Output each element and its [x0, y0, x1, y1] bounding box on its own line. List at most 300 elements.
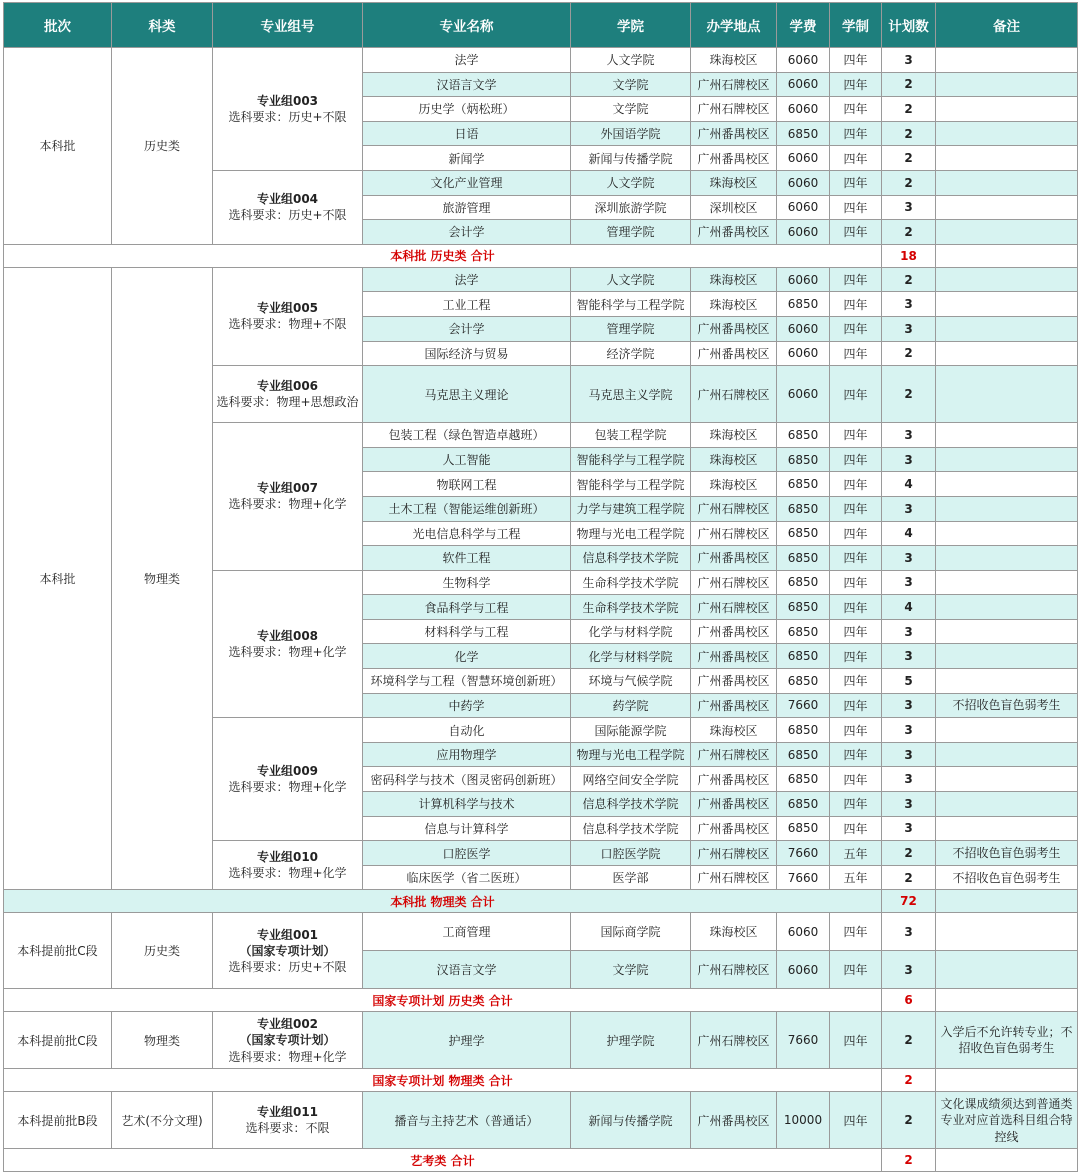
header-duration: 学制	[830, 3, 882, 48]
college-cell: 生命科学技术学院	[571, 570, 691, 595]
note-cell	[936, 447, 1078, 472]
campus-cell: 广州番禺校区	[691, 816, 777, 841]
plan-cell: 3	[882, 546, 936, 571]
batch-cell: 本科提前批C段	[4, 1012, 112, 1069]
header-fee: 学费	[777, 3, 830, 48]
duration-cell: 四年	[830, 546, 882, 571]
major-cell: 汉语言文学	[363, 951, 571, 989]
fee-cell: 6850	[777, 292, 830, 317]
campus-cell: 广州石牌校区	[691, 841, 777, 866]
fee-cell: 6850	[777, 742, 830, 767]
fee-cell: 6850	[777, 521, 830, 546]
group-requirement: 选科要求：历史+不限	[228, 960, 347, 974]
college-cell: 国际能源学院	[571, 718, 691, 743]
duration-cell: 四年	[830, 1012, 882, 1069]
campus-cell: 广州石牌校区	[691, 366, 777, 423]
group-requirement: 选科要求：不限	[245, 1121, 330, 1136]
major-cell: 会计学	[363, 316, 571, 341]
plan-cell: 2	[882, 170, 936, 195]
note-cell	[936, 366, 1078, 423]
subtotal-label: 本科批 物理类 合计	[4, 890, 882, 913]
category-cell: 历史类	[112, 48, 213, 245]
plan-cell: 3	[882, 316, 936, 341]
fee-cell: 6850	[777, 496, 830, 521]
note-cell	[936, 146, 1078, 171]
note-cell	[936, 423, 1078, 448]
campus-cell: 珠海校区	[691, 472, 777, 497]
fee-cell: 6850	[777, 423, 830, 448]
campus-cell: 广州石牌校区	[691, 570, 777, 595]
group-name: 专业组002	[256, 1017, 319, 1032]
major-cell: 法学	[363, 48, 571, 73]
plan-cell: 4	[882, 595, 936, 620]
campus-cell: 珠海校区	[691, 423, 777, 448]
batch-cell: 本科批	[4, 267, 112, 890]
header-category: 科类	[112, 3, 213, 48]
duration-cell: 五年	[830, 841, 882, 866]
duration-cell: 四年	[830, 121, 882, 146]
duration-cell: 四年	[830, 97, 882, 122]
college-cell: 包装工程学院	[571, 423, 691, 448]
category-cell: 物理类	[112, 267, 213, 890]
major-cell: 光电信息科学与工程	[363, 521, 571, 546]
fee-cell: 6850	[777, 816, 830, 841]
duration-cell: 四年	[830, 366, 882, 423]
major-cell: 土木工程（智能运维创新班）	[363, 496, 571, 521]
plan-cell: 3	[882, 792, 936, 817]
campus-cell: 广州番禺校区	[691, 316, 777, 341]
campus-cell: 深圳校区	[691, 195, 777, 220]
note-cell	[936, 195, 1078, 220]
table-body	[4, 48, 1078, 1172]
plan-cell: 2	[882, 121, 936, 146]
fee-cell: 6060	[777, 316, 830, 341]
major-cell: 食品科学与工程	[363, 595, 571, 620]
group-requirement: 选科要求：物理+不限	[228, 317, 347, 332]
fee-cell: 6060	[777, 170, 830, 195]
major-cell: 工业工程	[363, 292, 571, 317]
college-cell: 环境与气候学院	[571, 669, 691, 694]
group-cell	[213, 841, 363, 890]
note-cell: 不招收色盲色弱考生	[936, 841, 1078, 866]
note-cell	[936, 521, 1078, 546]
major-cell: 日语	[363, 121, 571, 146]
fee-cell: 6850	[777, 570, 830, 595]
college-cell: 智能科学与工程学院	[571, 472, 691, 497]
note-cell	[936, 170, 1078, 195]
fee-cell: 6850	[777, 718, 830, 743]
group-cell	[213, 423, 363, 571]
group-cell	[213, 570, 363, 718]
note-cell	[936, 742, 1078, 767]
major-cell: 材料科学与工程	[363, 619, 571, 644]
fee-cell: 6060	[777, 195, 830, 220]
group-name: 专业组004	[256, 192, 319, 207]
college-cell: 新闻与传播学院	[571, 146, 691, 171]
campus-cell: 广州番禺校区	[691, 546, 777, 571]
duration-cell: 四年	[830, 72, 882, 97]
group-requirement: 选科要求：物理+化学	[228, 644, 347, 659]
note-cell	[936, 472, 1078, 497]
table-row	[4, 1012, 1078, 1069]
subtotal-label: 艺考类 合计	[4, 1149, 882, 1172]
major-cell: 化学	[363, 644, 571, 669]
campus-cell: 广州番禺校区	[691, 693, 777, 718]
note-cell: 不招收色盲色弱考生	[936, 693, 1078, 718]
college-cell: 马克思主义学院	[571, 366, 691, 423]
plan-cell: 3	[882, 742, 936, 767]
header-batch: 批次	[4, 3, 112, 48]
note-cell	[936, 816, 1078, 841]
campus-cell: 广州番禺校区	[691, 669, 777, 694]
fee-cell: 7660	[777, 693, 830, 718]
college-cell: 口腔医学院	[571, 841, 691, 866]
duration-cell: 四年	[830, 521, 882, 546]
plan-cell: 3	[882, 767, 936, 792]
campus-cell: 珠海校区	[691, 447, 777, 472]
note-cell	[936, 97, 1078, 122]
college-cell: 管理学院	[571, 220, 691, 245]
fee-cell: 6850	[777, 546, 830, 571]
fee-cell: 7660	[777, 865, 830, 890]
subtotal-note	[936, 244, 1078, 267]
campus-cell: 广州番禺校区	[691, 220, 777, 245]
campus-cell: 珠海校区	[691, 170, 777, 195]
note-cell	[936, 669, 1078, 694]
college-cell: 国际商学院	[571, 913, 691, 951]
plan-cell: 2	[882, 366, 936, 423]
fee-cell: 6060	[777, 913, 830, 951]
campus-cell: 珠海校区	[691, 718, 777, 743]
plan-cell: 3	[882, 913, 936, 951]
group-name: 专业组011	[256, 1105, 319, 1120]
campus-cell: 珠海校区	[691, 913, 777, 951]
group-name: 专业组003	[256, 93, 319, 108]
college-cell: 生命科学技术学院	[571, 595, 691, 620]
college-cell: 智能科学与工程学院	[571, 292, 691, 317]
subtotal-row	[4, 244, 1078, 267]
college-cell: 医学部	[571, 865, 691, 890]
plan-cell: 2	[882, 865, 936, 890]
duration-cell: 四年	[830, 1092, 882, 1149]
subtotal-note	[936, 1069, 1078, 1092]
header-note: 备注	[936, 3, 1078, 48]
table-row	[4, 267, 1078, 292]
subtotal-note	[936, 1149, 1078, 1172]
duration-cell: 四年	[830, 951, 882, 989]
major-cell: 应用物理学	[363, 742, 571, 767]
plan-cell: 3	[882, 619, 936, 644]
fee-cell: 6850	[777, 595, 830, 620]
plan-cell: 2	[882, 72, 936, 97]
plan-cell: 3	[882, 570, 936, 595]
duration-cell: 四年	[830, 693, 882, 718]
fee-cell: 6850	[777, 121, 830, 146]
duration-cell: 四年	[830, 423, 882, 448]
plan-cell: 3	[882, 292, 936, 317]
fee-cell: 6060	[777, 48, 830, 73]
fee-cell: 6850	[777, 669, 830, 694]
college-cell: 信息科学技术学院	[571, 792, 691, 817]
group-cell	[213, 1092, 363, 1149]
campus-cell: 广州石牌校区	[691, 97, 777, 122]
note-cell	[936, 292, 1078, 317]
note-cell	[936, 619, 1078, 644]
subtotal-label: 国家专项计划 物理类 合计	[4, 1069, 882, 1092]
duration-cell: 五年	[830, 865, 882, 890]
table-row	[4, 1092, 1078, 1149]
header-college: 学院	[571, 3, 691, 48]
campus-cell: 珠海校区	[691, 292, 777, 317]
fee-cell: 6060	[777, 72, 830, 97]
plan-cell: 3	[882, 718, 936, 743]
college-cell: 护理学院	[571, 1012, 691, 1069]
group-requirement: 选科要求：物理+化学	[228, 497, 347, 512]
note-cell	[936, 570, 1078, 595]
plan-cell: 4	[882, 472, 936, 497]
plan-cell: 3	[882, 423, 936, 448]
campus-cell: 广州番禺校区	[691, 121, 777, 146]
plan-cell: 2	[882, 341, 936, 366]
duration-cell: 四年	[830, 48, 882, 73]
major-cell: 旅游管理	[363, 195, 571, 220]
college-cell: 新闻与传播学院	[571, 1092, 691, 1149]
major-cell: 生物科学	[363, 570, 571, 595]
subtotal-label: 本科批 历史类 合计	[4, 244, 882, 267]
college-cell: 信息科学技术学院	[571, 816, 691, 841]
group-cell	[213, 48, 363, 171]
major-cell: 自动化	[363, 718, 571, 743]
subtotal-note	[936, 890, 1078, 913]
campus-cell: 广州石牌校区	[691, 72, 777, 97]
campus-cell: 广州番禺校区	[691, 792, 777, 817]
group-name: 专业组005	[256, 301, 319, 316]
fee-cell: 6060	[777, 341, 830, 366]
plan-cell: 2	[882, 1092, 936, 1149]
note-cell	[936, 121, 1078, 146]
note-cell	[936, 913, 1078, 951]
college-cell: 物理与光电工程学院	[571, 521, 691, 546]
fee-cell: 6060	[777, 951, 830, 989]
plan-cell: 2	[882, 220, 936, 245]
batch-cell: 本科批	[4, 48, 112, 245]
fee-cell: 6850	[777, 472, 830, 497]
major-cell: 新闻学	[363, 146, 571, 171]
major-cell: 人工智能	[363, 447, 571, 472]
duration-cell: 四年	[830, 195, 882, 220]
campus-cell: 珠海校区	[691, 48, 777, 73]
group-requirement: 选科要求：物理+思想政治	[216, 395, 359, 410]
subtotal-value: 18	[882, 244, 936, 267]
group-requirement: 选科要求：物理+化学	[228, 866, 347, 881]
plan-cell: 2	[882, 267, 936, 292]
subtotal-row	[4, 1149, 1078, 1172]
admission-plan-table	[3, 2, 1078, 1172]
campus-cell: 广州番禺校区	[691, 1092, 777, 1149]
plan-cell: 2	[882, 97, 936, 122]
duration-cell: 四年	[830, 472, 882, 497]
college-cell: 物理与光电工程学院	[571, 742, 691, 767]
duration-cell: 四年	[830, 792, 882, 817]
campus-cell: 广州石牌校区	[691, 496, 777, 521]
college-cell: 管理学院	[571, 316, 691, 341]
plan-cell: 3	[882, 816, 936, 841]
group-requirement: 选科要求：物理+化学	[228, 780, 347, 795]
college-cell: 药学院	[571, 693, 691, 718]
college-cell: 外国语学院	[571, 121, 691, 146]
note-cell	[936, 316, 1078, 341]
campus-cell: 广州番禺校区	[691, 767, 777, 792]
duration-cell: 四年	[830, 170, 882, 195]
major-cell: 计算机科学与技术	[363, 792, 571, 817]
note-cell: 文化课成绩须达到普通类专业对应首选科目组合特控线	[936, 1092, 1078, 1149]
plan-cell: 5	[882, 669, 936, 694]
duration-cell: 四年	[830, 316, 882, 341]
duration-cell: 四年	[830, 718, 882, 743]
major-cell: 会计学	[363, 220, 571, 245]
major-cell: 法学	[363, 267, 571, 292]
fee-cell: 6060	[777, 267, 830, 292]
college-cell: 智能科学与工程学院	[571, 447, 691, 472]
major-cell: 中药学	[363, 693, 571, 718]
subtotal-value: 72	[882, 890, 936, 913]
group-cell	[213, 366, 363, 423]
note-cell	[936, 644, 1078, 669]
duration-cell: 四年	[830, 595, 882, 620]
campus-cell: 广州石牌校区	[691, 595, 777, 620]
college-cell: 人文学院	[571, 267, 691, 292]
college-cell: 化学与材料学院	[571, 619, 691, 644]
fee-cell: 10000	[777, 1092, 830, 1149]
duration-cell: 四年	[830, 220, 882, 245]
major-cell: 护理学	[363, 1012, 571, 1069]
college-cell: 文学院	[571, 951, 691, 989]
fee-cell: 7660	[777, 1012, 830, 1069]
college-cell: 力学与建筑工程学院	[571, 496, 691, 521]
plan-cell: 3	[882, 195, 936, 220]
note-cell	[936, 546, 1078, 571]
group-requirement: 选科要求：历史+不限	[228, 109, 347, 124]
duration-cell: 四年	[830, 619, 882, 644]
table-row	[4, 913, 1078, 951]
subtotal-row	[4, 1069, 1078, 1092]
duration-cell: 四年	[830, 644, 882, 669]
fee-cell: 6060	[777, 146, 830, 171]
campus-cell: 广州番禺校区	[691, 644, 777, 669]
note-cell	[936, 48, 1078, 73]
plan-cell: 3	[882, 447, 936, 472]
subtotal-value: 6	[882, 989, 936, 1012]
duration-cell: 四年	[830, 267, 882, 292]
plan-cell: 3	[882, 48, 936, 73]
major-cell: 汉语言文学	[363, 72, 571, 97]
campus-cell: 广州石牌校区	[691, 865, 777, 890]
college-cell: 信息科学技术学院	[571, 546, 691, 571]
subtotal-note	[936, 989, 1078, 1012]
table-row	[4, 48, 1078, 73]
campus-cell: 珠海校区	[691, 267, 777, 292]
duration-cell: 四年	[830, 742, 882, 767]
major-cell: 播音与主持艺术（普通话）	[363, 1092, 571, 1149]
group-special-plan: （国家专项计划）	[239, 1033, 336, 1048]
major-cell: 工商管理	[363, 913, 571, 951]
header-campus: 办学地点	[691, 3, 777, 48]
plan-cell: 4	[882, 521, 936, 546]
plan-cell: 2	[882, 841, 936, 866]
duration-cell: 四年	[830, 292, 882, 317]
college-cell: 经济学院	[571, 341, 691, 366]
fee-cell: 6850	[777, 447, 830, 472]
group-cell	[213, 1012, 363, 1069]
batch-cell: 本科提前批B段	[4, 1092, 112, 1149]
major-cell: 物联网工程	[363, 472, 571, 497]
group-cell	[213, 913, 363, 989]
campus-cell: 广州石牌校区	[691, 951, 777, 989]
major-cell: 马克思主义理论	[363, 366, 571, 423]
group-name: 专业组008	[256, 628, 319, 643]
duration-cell: 四年	[830, 767, 882, 792]
fee-cell: 6850	[777, 619, 830, 644]
duration-cell: 四年	[830, 816, 882, 841]
campus-cell: 广州番禺校区	[691, 341, 777, 366]
note-cell	[936, 718, 1078, 743]
note-cell: 入学后不允许转专业；不招收色盲色弱考生	[936, 1012, 1078, 1069]
header-group: 专业组号	[213, 3, 363, 48]
major-cell: 国际经济与贸易	[363, 341, 571, 366]
category-cell: 物理类	[112, 1012, 213, 1069]
header-major: 专业名称	[363, 3, 571, 48]
duration-cell: 四年	[830, 447, 882, 472]
batch-cell: 本科提前批C段	[4, 913, 112, 989]
note-cell: 不招收色盲色弱考生	[936, 865, 1078, 890]
major-cell: 临床医学（省二医班）	[363, 865, 571, 890]
plan-cell: 2	[882, 1012, 936, 1069]
group-requirement: 选科要求：物理+化学	[228, 1049, 347, 1064]
note-cell	[936, 595, 1078, 620]
duration-cell: 四年	[830, 913, 882, 951]
header-row	[4, 3, 1078, 48]
note-cell	[936, 792, 1078, 817]
plan-cell: 3	[882, 496, 936, 521]
campus-cell: 广州石牌校区	[691, 742, 777, 767]
major-cell: 文化产业管理	[363, 170, 571, 195]
college-cell: 文学院	[571, 72, 691, 97]
college-cell: 文学院	[571, 97, 691, 122]
note-cell	[936, 220, 1078, 245]
group-cell	[213, 267, 363, 365]
campus-cell: 广州石牌校区	[691, 1012, 777, 1069]
subtotal-row	[4, 890, 1078, 913]
note-cell	[936, 496, 1078, 521]
duration-cell: 四年	[830, 496, 882, 521]
duration-cell: 四年	[830, 146, 882, 171]
subtotal-value: 2	[882, 1069, 936, 1092]
group-name: 专业组006	[256, 378, 319, 393]
note-cell	[936, 341, 1078, 366]
college-cell: 人文学院	[571, 48, 691, 73]
plan-cell: 3	[882, 693, 936, 718]
campus-cell: 广州番禺校区	[691, 619, 777, 644]
note-cell	[936, 767, 1078, 792]
duration-cell: 四年	[830, 669, 882, 694]
group-name: 专业组001	[256, 927, 319, 942]
note-cell	[936, 267, 1078, 292]
plan-cell: 3	[882, 644, 936, 669]
group-special-plan: （国家专项计划）	[239, 943, 336, 958]
group-name: 专业组010	[256, 850, 319, 865]
major-cell: 包装工程（绿色智造卓越班）	[363, 423, 571, 448]
group-requirement: 选科要求：历史+不限	[228, 208, 347, 223]
